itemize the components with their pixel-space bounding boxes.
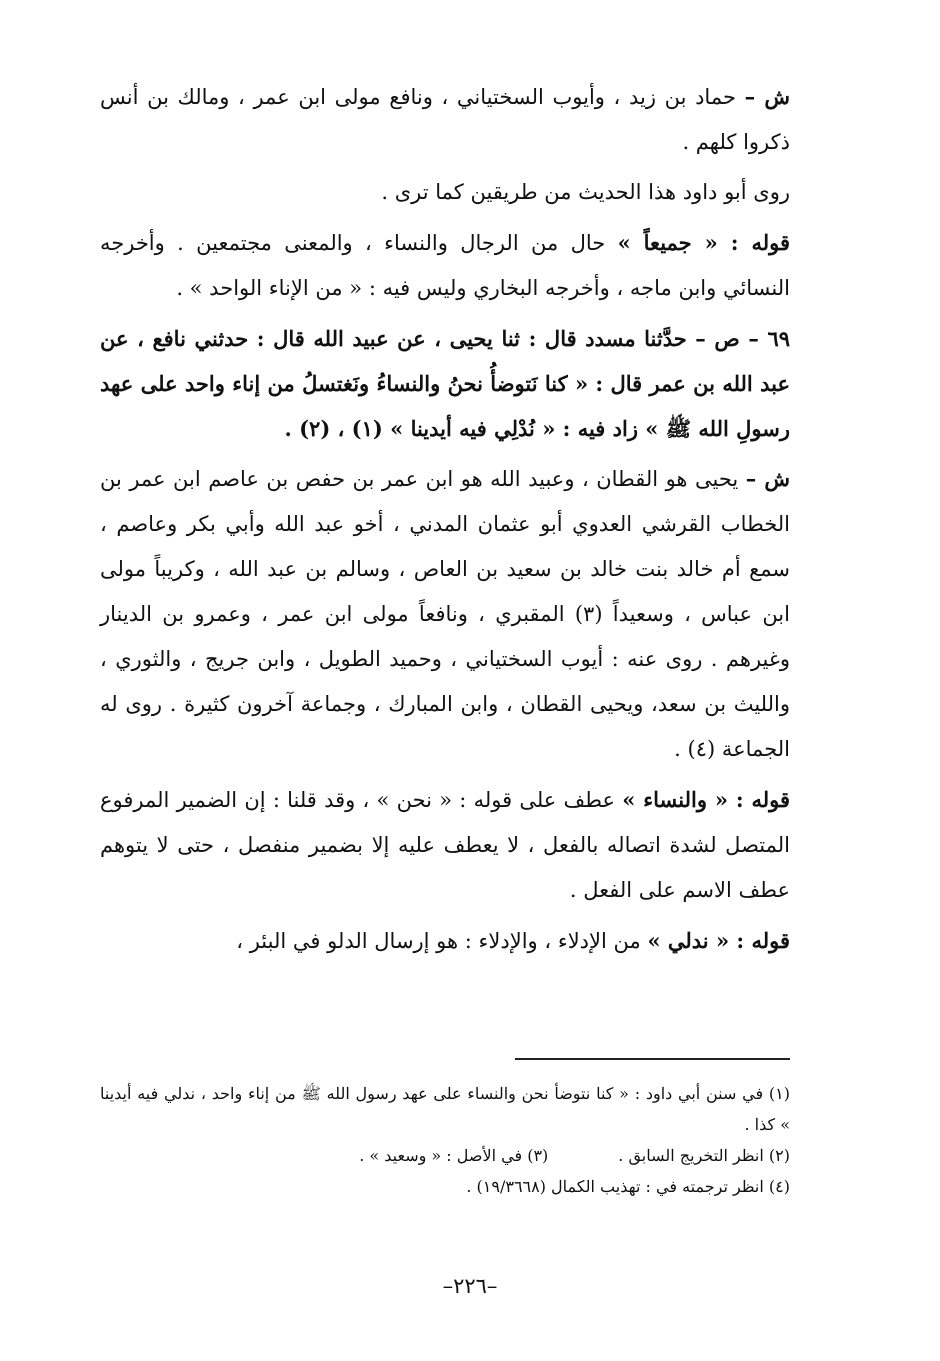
paragraph-text: من الإدلاء ، والإدلاء : هو إرسال الدلو في البئر ،: [236, 929, 641, 953]
hadith-69: [100, 316, 790, 451]
paragraph-lead: ش –: [744, 84, 790, 109]
footnote-4: (٤) انظر ترجمته في : تهذيب الكمال (١٩/٣٦٦٨) .: [466, 1177, 790, 1196]
paragraph-text: عطف على قوله : « نحن » ، وقد قلنا : إن الضمير المرفوع المتصل لشدة اتصاله بالفعل ، لا يعطف عليه إلا بضمير منفصل ، حتى لا يتوهم عطف الاسم على الفعل .: [100, 788, 790, 902]
hadith-text: ٦٩ – ص – حدَّثنا مسدد قال : ثنا يحيى ، عن عبيد الله قال : حدثني نافع ، عن عبد الله بن عمر قال : « كنا نَتوضأُ نحنُ والنساءُ ونَغتسلُ من إناء واحد على عهد رسولِ الله ﷺ » زاد فيه : « نُدْلِي فيه أيدينا » (١) ، (٢) .: [100, 326, 790, 441]
paragraph-text: حال من الرجال والنساء ، والمعنى مجتمعين . وأخرجه النسائي وابن ماجه ، وأخرجه البخاري وليس فيه : « من الإناء الواحد » .: [100, 231, 790, 300]
main-text: [100, 74, 790, 969]
footnote-row: [100, 1140, 790, 1171]
page-number: –٢٢٦–: [442, 1274, 498, 1298]
paragraph-lead: ش –: [745, 466, 790, 491]
footnote-1: (١) في سنن أبي داود : « كنا نتوضأ نحن والنساء على عهد رسول الله ﷺ من إناء واحد ، ندلي فيه أيدينا » كذا .: [100, 1084, 790, 1134]
paragraph-7: [100, 918, 790, 964]
paragraph-5: [100, 456, 790, 772]
paragraph-1: [100, 74, 790, 165]
paragraph-text: روى أبو داود هذا الحديث من طريقين كما ترى .: [381, 180, 790, 204]
paragraph-2: [100, 170, 790, 215]
paragraph-3: [100, 220, 790, 311]
paragraph-lead: قوله : « ندلي »: [647, 928, 790, 953]
footnotes: [100, 1078, 790, 1202]
footnote-3: (٣) في الأصل : « وسعيد » .: [359, 1146, 549, 1165]
paragraph-text: يحيى هو القطان ، وعبيد الله هو ابن عمر بن حفص بن عاصم ابن عمر بن الخطاب القرشي العدوي أبو عثمان المدني ، أخو عبد الله وأبي بكر وعاصم ، سمع أم خالد بنت خالد بن سعيد بن العاص ، وسالم بن عبد الله ، وكريباً مولى ابن عباس ، وسعيداً (٣) المقبري ، ونافعاً مولى ابن عمر ، وعمرو بن الدينار وغيرهم . روى عنه : أيوب السختياني ، وحميد الطويل ، وابن جريج ، والثوري ، والليث بن سعد، ويحيى القطان ، وابن المبارك ، وجماعة آخرون كثيرة . روى له الجماعة (٤) .: [100, 467, 790, 761]
paragraph-lead: قوله : « جميعاً »: [617, 230, 790, 255]
paragraph-lead: قوله : « والنساء »: [622, 787, 790, 812]
paragraph-text: حماد بن زيد ، وأيوب السختياني ، ونافع مولى ابن عمر ، ومالك بن أنس ذكروا كلهم .: [100, 85, 790, 154]
footnote-divider: [515, 1058, 790, 1060]
footnote-2: (٢) انظر التخريج السابق .: [618, 1146, 790, 1165]
paragraph-6: [100, 777, 790, 913]
